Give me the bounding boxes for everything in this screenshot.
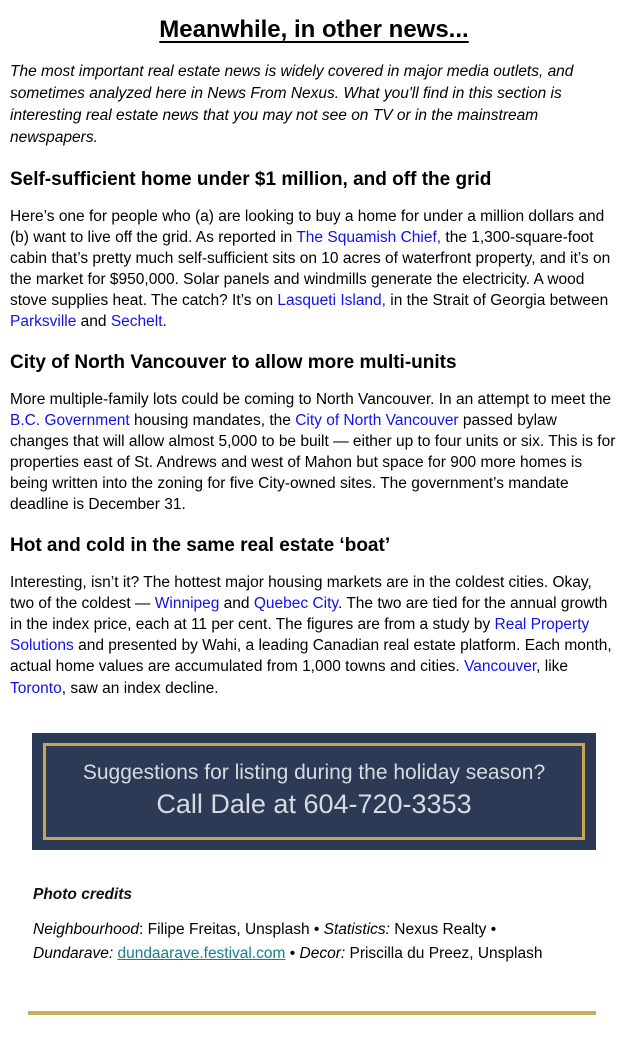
section-heading: Self-sufficient home under $1 million, and off the grid: [10, 168, 492, 190]
text-run: More multiple-family lots could be coming to North Vancouver. In an attempt to meet the: [10, 390, 612, 408]
text-run: Here’s one for people who (a) are looking to buy a home for under a million dollars and (b) want to live off the grid. As reported in: [10, 207, 605, 246]
section-heading: City of North Vancouver to allow more multi-units: [10, 352, 457, 374]
text-run: in the Strait of Georgia between: [385, 291, 609, 309]
inline-link[interactable]: Quebec City: [253, 595, 338, 613]
inline-link[interactable]: Lasqueti Island,: [277, 291, 386, 309]
promo-banner-gold-frame: [43, 743, 585, 840]
section-paragraph: [10, 389, 618, 515]
credit-label: Neighbourhood: [33, 920, 140, 938]
text-run: Nexus Realty •: [389, 920, 497, 938]
photo-credits-text: [33, 918, 543, 967]
credit-label: Decor:: [299, 945, 346, 963]
text-run: passed bylaw changes that will allow almost 5,000 to be built — either up to four units or six. This is for properties east of St. Andrews and west of Mahon but space for 900 more homes is being written into the zoning for five City-owned sites. The government’s mandate deadline is December 31.: [10, 411, 616, 514]
text-run: and: [76, 312, 111, 330]
inline-link[interactable]: The Squamish Chief,: [296, 228, 442, 246]
inline-link[interactable]: City of North Vancouver: [295, 411, 459, 429]
inline-link[interactable]: Parksville: [10, 312, 77, 330]
text-run: , like: [536, 658, 569, 676]
inline-link[interactable]: B.C. Government: [10, 411, 130, 429]
photo-credits-section: [10, 886, 618, 967]
inline-link[interactable]: Winnipeg: [154, 595, 220, 613]
news-sections: [10, 169, 618, 699]
text-run: .: [162, 312, 167, 330]
text-run: •: [285, 945, 300, 963]
promo-banner-phone: Call Dale at 604-720-3353: [156, 788, 472, 819]
text-run: Priscilla du Preez, Unsplash: [345, 945, 543, 963]
text-run: : Filipe Freitas, Unsplash •: [139, 920, 324, 938]
credit-link[interactable]: dundaarave.festival.com: [117, 945, 286, 963]
text-run: and presented by Wahi, a leading Canadian real estate platform. Each month, actual home values are accumulated from 1,000 towns and cities.: [10, 637, 612, 676]
inline-link[interactable]: Vancouver: [464, 658, 537, 676]
promo-banner-question: Suggestions for listing during the holiday season?: [82, 760, 546, 784]
text-run: housing mandates, the: [129, 411, 296, 429]
inline-link[interactable]: Sechelt: [110, 312, 163, 330]
text-run: the 1,300-square-foot cabin that’s pretty much self-sufficient sits on 10 acres of waterfront property, and it’s on the market for $950,000. Solar panels and windmills generate the electricity. A wood stove supplies heat. The catch? It’s on: [10, 228, 611, 309]
section-paragraph: [10, 206, 618, 332]
promo-banner: [32, 733, 596, 850]
inline-link[interactable]: Real Property Solutions: [10, 616, 590, 655]
divider-rule: [28, 1011, 596, 1015]
inline-link[interactable]: Toronto: [10, 679, 62, 697]
photo-credits-heading: Photo credits: [33, 885, 133, 903]
page-title: Meanwhile, in other news...: [159, 16, 469, 43]
text-run: Interesting, isn’t it? The hottest major housing markets are in the coldest cities. Okay, two of the coldest —: [10, 574, 592, 613]
text-run: , saw an index decline.: [61, 679, 219, 697]
credit-label: Statistics:: [323, 920, 390, 938]
section-heading: Hot and cold in the same real estate ‘boat’: [10, 535, 391, 557]
text-run: and: [219, 595, 254, 613]
credit-label: Dundarave:: [33, 945, 114, 963]
intro-paragraph: The most important real estate news is widely covered in major media outlets, and sometimes analyzed here in News From Nexus. What you'll find in this section is interesting real estate news that you may not see on TV or in the mainstream newspapers.: [10, 62, 574, 146]
text-run: . The two are tied for the annual growth in the index price, each at 11 per cent. The figures are from a study by: [10, 595, 608, 634]
section-paragraph: [10, 572, 618, 698]
